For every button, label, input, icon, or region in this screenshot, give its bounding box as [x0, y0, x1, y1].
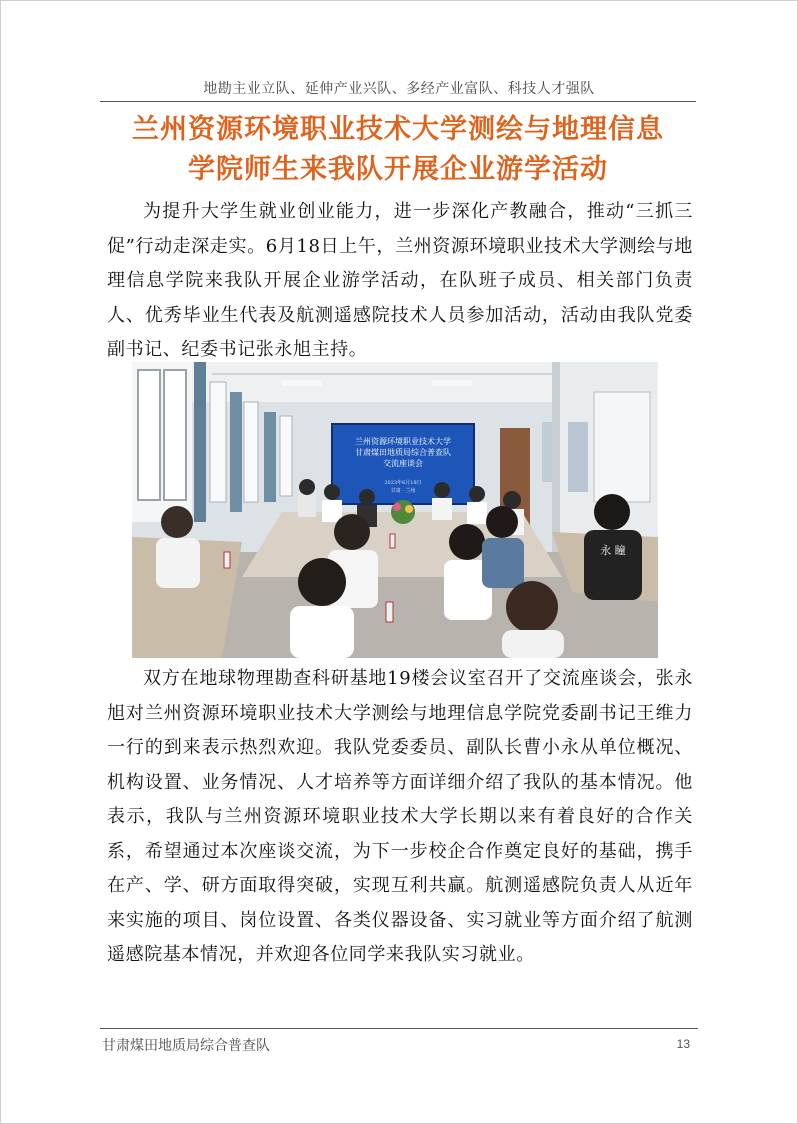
screen-line1: 兰州资源环境职业技术大学	[355, 437, 451, 446]
article-title	[100, 110, 696, 190]
article-title-line2: 学院师生来我队开展企业游学活动	[188, 154, 608, 185]
page-number: 13	[676, 1037, 690, 1051]
screen-line2: 甘肃煤田地质局综合普查队	[355, 448, 451, 457]
footer-org-name: 甘肃煤田地质局综合普查队	[102, 1038, 270, 1054]
screen-place: 甘肃 · 兰州	[390, 488, 416, 494]
screen-line3: 交流座谈会	[383, 459, 423, 468]
header-slogan: 地勘主业立队、延伸产业兴队、多经产业富队、科技人才强队	[203, 81, 595, 97]
article-paragraph-2: 双方在地球物理勘查科研基地19楼会议室召开了交流座谈会，张永旭对兰州资源环境职业技术大学测绘与地理信息学院党委副书记王维力一行的到来表示热烈欢迎。我队党委委员、副队长曹小永从单位概况、机构设置、业务情况、人才培养等方面详细介绍了我队的基本情况。他表示，我队与兰州资源环境职业技术大学长期以来有着良好的合作关系，希望通过本次座谈交流，为下一步校企合作奠定良好的基础，携手在产、学、研方面取得突破，实现互利共赢。航测遥感院负责人从近年来实施的项目、岗位设置、各类仪器设备、实习就业等方面介绍了航测遥感院基本情况，并欢迎各位同学来我队实习就业。	[107, 668, 693, 965]
shirt-text: 永 瞳	[600, 544, 626, 557]
meeting-photo	[132, 362, 658, 658]
article-title-line1: 兰州资源环境职业技术大学测绘与地理信息	[132, 114, 664, 145]
meeting-photo-illustration	[132, 362, 658, 658]
screen-date: 2023年6月18日	[384, 480, 422, 486]
header-divider	[100, 101, 696, 102]
article-paragraph-1: 为提升大学生就业创业能力，进一步深化产教融合，推动“三抓三促”行动走深走实。6月18日上午，兰州资源环境职业技术大学测绘与地理信息学院来我队开展企业游学活动，在队班子成员、相关部门负责人、优秀毕业生代表及航测遥感院技术人员参加活动，活动由我队党委副书记、纪委书记张永旭主持。	[107, 201, 693, 360]
footer-divider	[100, 1028, 698, 1029]
